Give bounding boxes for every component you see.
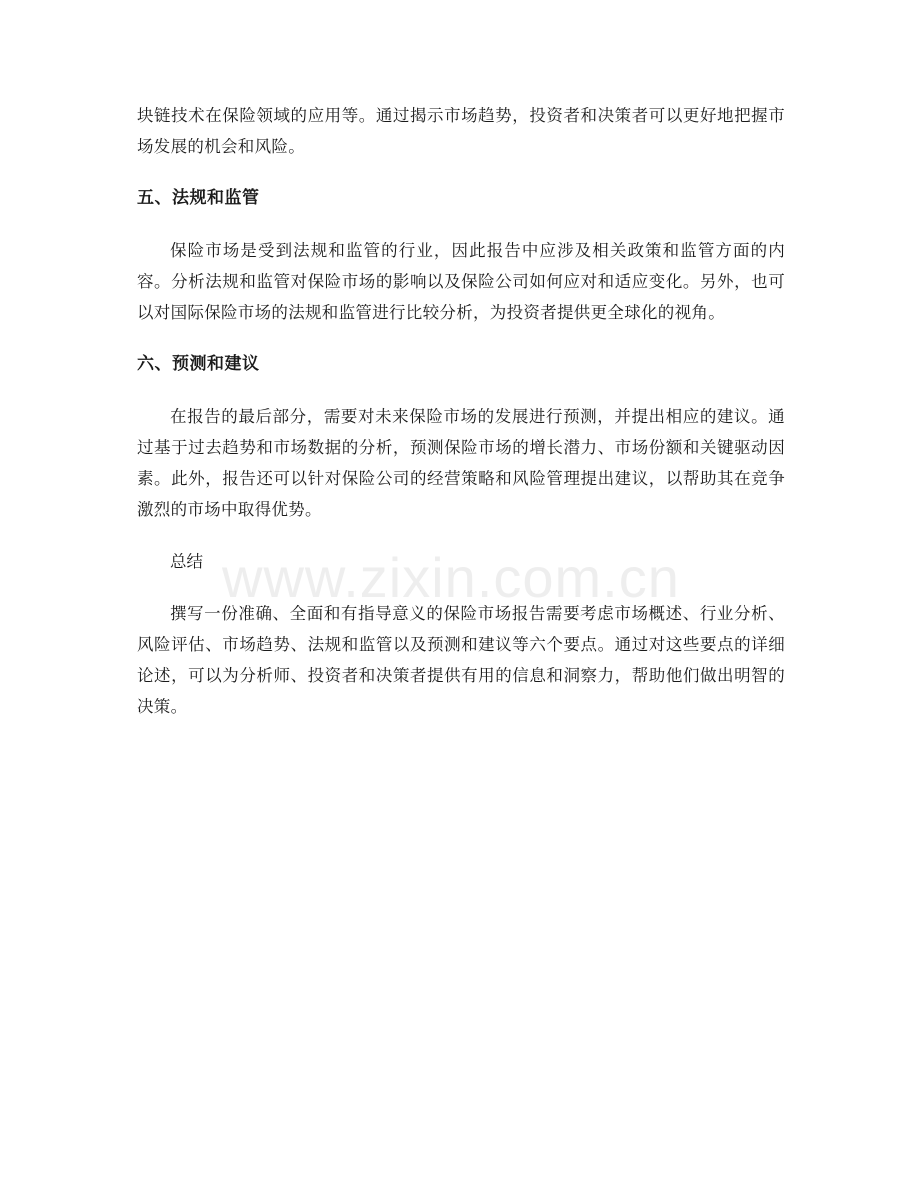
section-heading-regulation: 五、法规和监管: [137, 188, 260, 208]
section-heading-forecast: 六、预测和建议: [137, 354, 260, 374]
document-body: [137, 100, 785, 722]
watermark: www.zixin.com.cn: [222, 546, 680, 609]
summary-label: 总结: [170, 552, 203, 571]
paragraph-regulation: 保险市场是受到法规和监管的行业，因此报告中应涉及相关政策和监管方面的内容。分析法规和监管对保险市场的影响以及保险公司如何应对和适应变化。另外，也可以对国际保险市场的法规和监管进行比较分析，为投资者提供更全球化的视角。: [137, 241, 785, 322]
paragraph-summary: 撰写一份准确、全面和有指导意义的保险市场报告需要考虑市场概述、行业分析、风险评估、市场趋势、法规和监管以及预测和建议等六个要点。通过对这些要点的详细论述，可以为分析师、投资者和决策者提供有用的信息和洞察力，帮助他们做出明智的决策。: [137, 604, 785, 716]
paragraph-forecast: 在报告的最后部分，需要对未来保险市场的发展进行预测，并提出相应的建议。通过基于过去趋势和市场数据的分析，预测保险市场的增长潜力、市场份额和关键驱动因素。此外，报告还可以针对保险公司的经营策略和风险管理提出建议，以帮助其在竞争激烈的市场中取得优势。: [137, 407, 785, 519]
paragraph-intro-continued: 块链技术在保险领域的应用等。通过揭示市场趋势，投资者和决策者可以更好地把握市场发展的机会和风险。: [137, 106, 785, 156]
